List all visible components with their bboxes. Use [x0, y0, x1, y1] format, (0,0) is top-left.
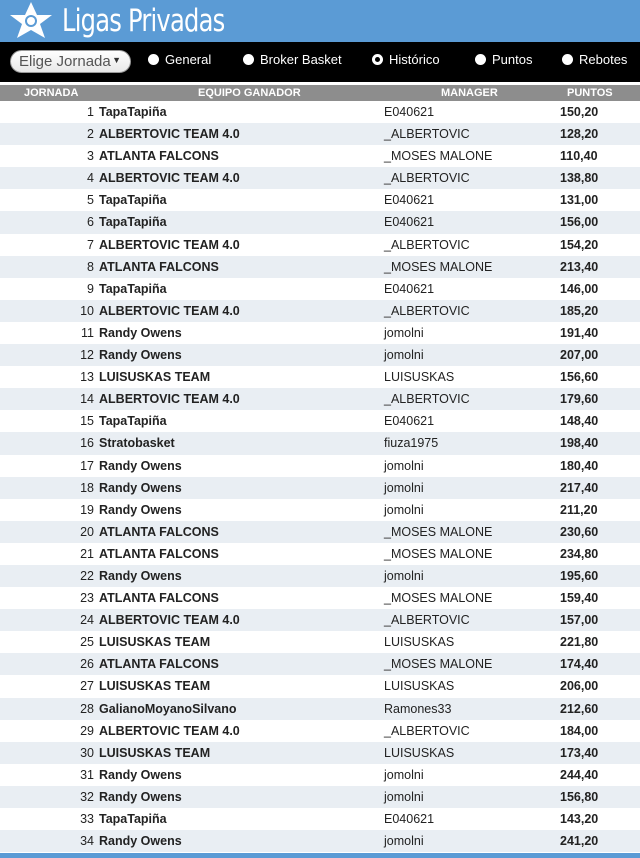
manager-cell: jomolni	[384, 480, 424, 495]
puntos-cell: 191,40	[560, 325, 599, 340]
puntos-cell: 131,00	[560, 193, 599, 208]
table-row	[0, 830, 640, 852]
col-manager: MANAGER	[441, 87, 498, 99]
manager-cell: jomolni	[384, 348, 424, 363]
equipo-cell: GalianoMoyanoSilvano	[99, 701, 237, 716]
equipo-cell: LUISUSKAS TEAM	[99, 635, 211, 650]
equipo-cell: LUISUSKAS TEAM	[99, 745, 211, 760]
toolbar	[0, 42, 640, 82]
table-row	[0, 653, 640, 675]
table-row	[0, 455, 640, 477]
radio-dot-checked-icon	[372, 54, 383, 65]
jornada-cell: 21	[80, 546, 94, 561]
puntos-cell: 185,20	[560, 303, 599, 318]
manager-cell: LUISUSKAS	[384, 679, 455, 694]
table-row	[0, 123, 640, 145]
table-row	[0, 631, 640, 653]
table-row	[0, 675, 640, 697]
puntos-cell: 195,60	[560, 568, 599, 583]
puntos-cell: 198,40	[560, 436, 599, 451]
manager-cell: E040621	[384, 193, 435, 208]
manager-cell: _ALBERTOVIC	[384, 613, 470, 628]
radio-historico[interactable]	[372, 52, 440, 67]
jornada-cell: 6	[87, 215, 94, 230]
puntos-cell: 213,40	[560, 259, 599, 274]
manager-cell: E040621	[384, 215, 435, 230]
radio-dot-icon	[148, 54, 159, 65]
puntos-cell: 234,80	[560, 546, 599, 561]
puntos-cell: 230,60	[560, 524, 599, 539]
radio-label: Rebotes	[579, 52, 628, 67]
radio-dot-icon	[243, 54, 254, 65]
radio-label: General	[165, 52, 212, 67]
equipo-cell: ALBERTOVIC TEAM 4.0	[99, 613, 240, 628]
jornada-cell: 10	[80, 303, 94, 318]
chevron-down-icon: ▼	[112, 55, 121, 65]
manager-cell: _ALBERTOVIC	[384, 723, 470, 738]
manager-cell: _MOSES MALONE	[384, 149, 493, 164]
manager-cell: E040621	[384, 414, 435, 429]
equipo-cell: TapaTapiña	[99, 215, 167, 230]
jornada-cell: 29	[80, 723, 94, 738]
col-puntos: PUNTOS	[567, 87, 613, 99]
manager-cell: jomolni	[384, 789, 424, 804]
manager-cell: E040621	[384, 281, 435, 296]
manager-cell: _MOSES MALONE	[384, 657, 493, 672]
puntos-cell: 221,80	[560, 635, 599, 650]
jornada-cell: 2	[87, 127, 94, 142]
manager-cell: _MOSES MALONE	[384, 259, 493, 274]
manager-cell: _ALBERTOVIC	[384, 392, 470, 407]
jornada-cell: 34	[80, 834, 94, 849]
manager-cell: LUISUSKAS	[384, 370, 455, 385]
table-row	[0, 256, 640, 278]
table-row	[0, 167, 640, 189]
equipo-cell: ATLANTA FALCONS	[99, 259, 219, 274]
radio-label: Histórico	[389, 52, 440, 67]
equipo-cell: TapaTapiña	[99, 281, 167, 296]
table-row	[0, 764, 640, 786]
table-row	[0, 720, 640, 742]
manager-cell: _ALBERTOVIC	[384, 171, 470, 186]
equipo-cell: ALBERTOVIC TEAM 4.0	[99, 723, 240, 738]
jornada-cell: 16	[80, 436, 94, 451]
equipo-cell: ATLANTA FALCONS	[99, 591, 219, 606]
col-equipo-ganador: EQUIPO GANADOR	[198, 87, 301, 99]
puntos-cell: 180,40	[560, 458, 599, 473]
puntos-cell: 184,00	[560, 723, 599, 738]
equipo-cell: ALBERTOVIC TEAM 4.0	[99, 127, 240, 142]
jornada-cell: 25	[80, 635, 94, 650]
jornada-select[interactable]	[10, 50, 131, 73]
equipo-cell: ATLANTA FALCONS	[99, 149, 219, 164]
table-row	[0, 477, 640, 499]
table-row	[0, 388, 640, 410]
manager-cell: Ramones33	[384, 701, 452, 716]
equipo-cell: ALBERTOVIC TEAM 4.0	[99, 237, 240, 252]
puntos-cell: 156,60	[560, 370, 599, 385]
manager-cell: _MOSES MALONE	[384, 591, 493, 606]
radio-dot-icon	[562, 54, 573, 65]
equipo-cell: ATLANTA FALCONS	[99, 657, 219, 672]
equipo-cell: LUISUSKAS TEAM	[99, 679, 211, 694]
radio-label: Broker Basket	[260, 52, 342, 67]
equipo-cell: Randy Owens	[99, 789, 182, 804]
equipo-cell: ALBERTOVIC TEAM 4.0	[99, 392, 240, 407]
radio-rebotes[interactable]	[562, 52, 627, 67]
table-row	[0, 587, 640, 609]
jornada-cell: 23	[80, 591, 94, 606]
jornada-cell: 33	[80, 812, 94, 826]
col-jornada: JORNADA	[24, 87, 79, 99]
manager-cell: fiuza1975	[384, 436, 439, 451]
manager-cell: E040621	[384, 105, 435, 119]
puntos-cell: 207,00	[560, 348, 599, 363]
manager-cell: _MOSES MALONE	[384, 546, 493, 561]
puntos-cell: 156,80	[560, 789, 599, 804]
winners-table	[0, 85, 640, 852]
equipo-cell: Randy Owens	[99, 502, 182, 517]
jornada-cell: 14	[80, 392, 94, 407]
table-row	[0, 211, 640, 233]
jornada-cell: 12	[80, 348, 94, 363]
table-row	[0, 742, 640, 764]
table-row	[0, 101, 640, 123]
table-row	[0, 410, 640, 432]
puntos-cell: 179,60	[560, 392, 599, 407]
puntos-cell: 157,00	[560, 613, 599, 628]
table-row	[0, 344, 640, 366]
table-row	[0, 234, 640, 256]
equipo-cell: LUISUSKAS TEAM	[99, 370, 211, 385]
equipo-cell: Randy Owens	[99, 480, 182, 495]
header-banner	[0, 0, 640, 42]
equipo-cell: ALBERTOVIC TEAM 4.0	[99, 171, 240, 186]
puntos-cell: 241,20	[560, 834, 599, 849]
jornada-cell: 32	[80, 789, 94, 804]
jornada-select-label: Elige Jornada	[19, 53, 111, 70]
equipo-cell: ATLANTA FALCONS	[99, 524, 219, 539]
manager-cell: jomolni	[384, 502, 424, 517]
puntos-cell: 146,00	[560, 281, 599, 296]
table-row	[0, 189, 640, 211]
jornada-cell: 19	[80, 502, 94, 517]
jornada-cell: 1	[87, 105, 94, 119]
table-row	[0, 698, 640, 720]
equipo-cell: Randy Owens	[99, 325, 182, 340]
puntos-cell: 150,20	[560, 105, 599, 119]
manager-cell: E040621	[384, 812, 435, 826]
jornada-cell: 27	[80, 679, 94, 694]
equipo-cell: Randy Owens	[99, 767, 182, 782]
table-body	[0, 101, 640, 852]
puntos-cell: 138,80	[560, 171, 599, 186]
puntos-cell: 110,40	[560, 149, 598, 164]
jornada-cell: 20	[80, 524, 94, 539]
equipo-cell: TapaTapiña	[99, 812, 167, 826]
basketball-star-logo-icon	[2, 0, 60, 42]
jornada-cell: 28	[80, 701, 94, 716]
equipo-cell: Randy Owens	[99, 834, 182, 849]
jornada-cell: 18	[80, 480, 94, 495]
equipo-cell: TapaTapiña	[99, 193, 167, 208]
table-row	[0, 278, 640, 300]
jornada-cell: 8	[87, 259, 94, 274]
puntos-cell: 154,20	[560, 237, 599, 252]
table-row	[0, 565, 640, 587]
table-row	[0, 786, 640, 808]
equipo-cell: ALBERTOVIC TEAM 4.0	[99, 303, 240, 318]
manager-cell: jomolni	[384, 568, 424, 583]
equipo-cell: Stratobasket	[99, 436, 175, 451]
footer-bar	[0, 853, 640, 858]
table-row	[0, 432, 640, 454]
puntos-cell: 212,60	[560, 701, 599, 716]
app-title: Ligas Privadas	[62, 3, 225, 39]
jornada-cell: 9	[87, 281, 94, 296]
manager-cell: jomolni	[384, 458, 424, 473]
manager-cell: jomolni	[384, 834, 424, 849]
table-row	[0, 499, 640, 521]
puntos-cell: 211,20	[560, 502, 598, 517]
jornada-cell: 11	[81, 325, 94, 340]
manager-cell: LUISUSKAS	[384, 745, 455, 760]
manager-cell: LUISUSKAS	[384, 635, 455, 650]
manager-cell: _ALBERTOVIC	[384, 237, 470, 252]
jornada-cell: 24	[80, 613, 94, 628]
table-row	[0, 609, 640, 631]
manager-cell: jomolni	[384, 767, 424, 782]
equipo-cell: Randy Owens	[99, 568, 182, 583]
manager-cell: jomolni	[384, 325, 424, 340]
jornada-cell: 31	[80, 767, 94, 782]
table-row	[0, 808, 640, 830]
equipo-cell: TapaTapiña	[99, 105, 167, 119]
puntos-cell: 244,40	[560, 767, 599, 782]
equipo-cell: TapaTapiña	[99, 414, 167, 429]
equipo-cell: ATLANTA FALCONS	[99, 546, 219, 561]
jornada-cell: 7	[87, 237, 94, 252]
table-row	[0, 366, 640, 388]
table-header	[0, 85, 640, 101]
puntos-cell: 174,40	[560, 657, 599, 672]
radio-puntos[interactable]	[475, 52, 532, 67]
jornada-cell: 3	[87, 149, 94, 164]
jornada-cell: 17	[80, 458, 94, 473]
jornada-cell: 13	[80, 370, 94, 385]
puntos-cell: 143,20	[560, 812, 599, 826]
jornada-cell: 30	[80, 745, 94, 760]
puntos-cell: 217,40	[560, 480, 599, 495]
puntos-cell: 159,40	[560, 591, 599, 606]
jornada-cell: 22	[80, 568, 94, 583]
jornada-cell: 15	[80, 414, 94, 429]
manager-cell: _ALBERTOVIC	[384, 127, 470, 142]
jornada-cell: 5	[87, 193, 94, 208]
puntos-cell: 206,00	[560, 679, 599, 694]
table-row	[0, 300, 640, 322]
table-row	[0, 145, 640, 167]
radio-general[interactable]	[148, 52, 211, 67]
radio-dot-icon	[475, 54, 486, 65]
table-row	[0, 322, 640, 344]
puntos-cell: 156,00	[560, 215, 599, 230]
table-row	[0, 543, 640, 565]
equipo-cell: Randy Owens	[99, 458, 182, 473]
equipo-cell: Randy Owens	[99, 348, 182, 363]
puntos-cell: 148,40	[560, 414, 599, 429]
jornada-cell: 4	[87, 171, 94, 186]
puntos-cell: 128,20	[560, 127, 599, 142]
manager-cell: _ALBERTOVIC	[384, 303, 470, 318]
radio-broker-basket[interactable]	[243, 52, 342, 67]
jornada-cell: 26	[80, 657, 94, 672]
manager-cell: _MOSES MALONE	[384, 524, 493, 539]
table-row	[0, 521, 640, 543]
puntos-cell: 173,40	[560, 745, 599, 760]
radio-label: Puntos	[492, 52, 533, 67]
